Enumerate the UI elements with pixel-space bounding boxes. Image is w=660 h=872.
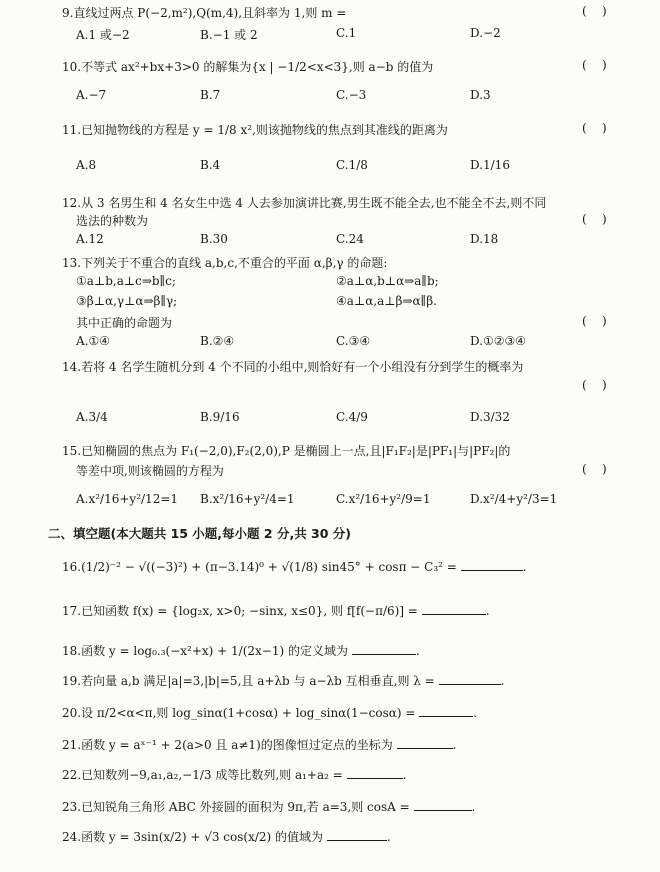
q14-option-b: B.9/16 (200, 410, 240, 424)
q15-option-c: C.x²/16+y²/9=1 (336, 492, 431, 506)
question-13-stem: 13.下列关于不重合的直线 a,b,c,不重合的平面 α,β,γ 的命题: (62, 256, 388, 270)
answer-blank-20[interactable] (419, 704, 473, 717)
q23-end: . (471, 800, 476, 814)
answer-paren-10: ( ) (582, 58, 607, 72)
q15-option-b: B.x²/16+y²/4=1 (200, 492, 295, 506)
q13-proposition-2: ②a⊥α,b⊥α⇒a∥b; (336, 274, 439, 288)
question-17-text: 17.已知函数 f(x) = {log₂x, x>0; −sinx, x≤0}, 则 f[f(−π/6)] = (62, 604, 418, 618)
question-14-stem: 14.若将 4 名学生随机分到 4 个不同的小组中,则恰好有一个小组没有分到学生的概率为 (62, 360, 524, 374)
question-12-line2: 选法的种数为 (76, 214, 149, 228)
q13-proposition-1: ①a⊥b,a⊥c⇒b∥c; (76, 274, 176, 288)
question-12 (62, 194, 622, 211)
question-15-line2: 等差中项,则该椭圆的方程为 (76, 464, 224, 478)
answer-blank-18[interactable] (352, 642, 416, 655)
question-21 (62, 736, 622, 753)
q10-option-c: C.−3 (336, 88, 367, 102)
q11-option-a: A.8 (76, 158, 97, 172)
answer-paren-13: ( ) (582, 314, 607, 328)
q13-option-a: A.①④ (76, 334, 110, 348)
q13-option-b: B.②④ (200, 334, 235, 348)
question-16-text: 16.(1/2)⁻² − √((−3)²) + (π−3.14)⁰ + √(1/8) sin45° + cosπ − C₃² = (62, 560, 457, 574)
question-18 (62, 642, 622, 659)
answer-blank-23[interactable] (414, 798, 472, 811)
answer-blank-24[interactable] (327, 828, 387, 841)
q11-option-b: B.4 (200, 158, 221, 172)
question-21-text: 21.函数 y = aˣ⁻¹ + 2(a>0 且 a≠1)的图像恒过定点的坐标为 (62, 738, 393, 752)
question-14 (62, 358, 622, 375)
question-12-stem: 12.从 3 名男生和 4 名女生中选 4 人去参加演讲比赛,男生既不能全去,也不能全不去,则不同 (62, 196, 547, 210)
question-19 (62, 672, 622, 689)
q9-option-d: D.−2 (470, 26, 501, 40)
question-9 (62, 4, 622, 21)
answer-blank-17[interactable] (422, 602, 486, 615)
question-11 (62, 121, 622, 138)
question-10-stem: 10.不等式 ax²+bx+3>0 的解集为{x | −1/2<x<3},则 a−b 的值为 (62, 60, 434, 74)
q11-option-c: C.1/8 (336, 158, 368, 172)
question-17 (62, 602, 622, 619)
question-24-text: 24.函数 y = 3sin(x/2) + √3 cos(x/2) 的值域为 (62, 830, 324, 844)
q10-option-b: B.7 (200, 88, 221, 102)
answer-blank-22[interactable] (347, 766, 403, 779)
q12-option-b: B.30 (200, 232, 228, 246)
q10-option-a: A.−7 (76, 88, 107, 102)
question-15-stem: 15.已知椭圆的焦点为 F₁(−2,0),F₂(2,0),P 是椭圆上一点,且|F₁F₂|是|PF₁|与|PF₂|的 (62, 444, 511, 458)
q13-proposition-3: ③β⊥α,γ⊥α⇒β∥γ; (76, 294, 178, 308)
q15-option-d: D.x²/4+y²/3=1 (470, 492, 558, 506)
q24-end: . (386, 830, 391, 844)
q9-option-b: B.−1 或 2 (200, 28, 258, 42)
section-heading-fill-in: 二、填空题(本大题共 15 小题,每小题 2 分,共 30 分) (48, 526, 352, 541)
answer-paren-9: ( ) (582, 4, 607, 18)
question-22 (62, 766, 622, 783)
question-24 (62, 828, 622, 845)
q14-option-a: A.3/4 (76, 410, 108, 424)
answer-paren-14: ( ) (582, 378, 607, 392)
q16-end: . (522, 560, 527, 574)
q13-proposition-4: ④a⊥α,a⊥β⇒α∥β. (336, 294, 437, 308)
answer-paren-15: ( ) (582, 462, 607, 476)
q13-option-c: C.③④ (336, 334, 371, 348)
answer-blank-21[interactable] (397, 736, 453, 749)
question-20 (62, 704, 622, 721)
q11-option-d: D.1/16 (470, 158, 510, 172)
question-23 (62, 798, 622, 815)
question-10 (62, 58, 622, 75)
q12-option-c: C.24 (336, 232, 364, 246)
q19-end: . (500, 674, 505, 688)
q15-option-a: A.x²/16+y²/12=1 (76, 492, 179, 506)
q9-option-a: A.1 或−2 (76, 28, 130, 42)
question-22-text: 22.已知数列−9,a₁,a₂,−1/3 成等比数列,则 a₁+a₂ = (62, 768, 343, 782)
q10-option-d: D.3 (470, 88, 491, 102)
question-9-stem: 9.直线过两点 P(−2,m²),Q(m,4),且斜率为 1,则 m = (62, 6, 347, 20)
question-19-text: 19.若向量 a,b 满足|a|=3,|b|=5,且 a+λb 与 a−λb 互相垂直,则 λ = (62, 674, 435, 688)
q13-option-d: D.①②③④ (470, 334, 527, 348)
answer-paren-12: ( ) (582, 212, 607, 226)
question-16 (62, 558, 622, 574)
question-15 (62, 442, 622, 459)
q14-option-d: D.3/32 (470, 410, 510, 424)
q12-option-d: D.18 (470, 232, 499, 246)
q14-option-c: C.4/9 (336, 410, 368, 424)
q12-option-a: A.12 (76, 232, 104, 246)
q9-option-c: C.1 (336, 26, 357, 40)
q22-end: . (402, 768, 407, 782)
q21-end: . (452, 738, 457, 752)
q18-end: . (415, 644, 420, 658)
question-23-text: 23.已知锐角三角形 ABC 外接圆的面积为 9π,若 a=3,则 cosA = (62, 800, 410, 814)
question-20-text: 20.设 π/2<α<π,则 log_sinα(1+cosα) + log_sinα(1−cosα) = (62, 706, 416, 720)
answer-blank-16[interactable] (461, 558, 523, 571)
answer-paren-11: ( ) (582, 121, 607, 135)
question-13 (62, 254, 622, 271)
q17-end: . (485, 604, 490, 618)
question-13-line2: 其中正确的命题为 (76, 316, 173, 330)
answer-blank-19[interactable] (439, 672, 501, 685)
question-11-stem: 11.已知抛物线的方程是 y = 1/8 x²,则该抛物线的焦点到其准线的距离为 (62, 123, 448, 137)
q20-end: . (473, 706, 478, 720)
question-18-text: 18.函数 y = log₀.₃(−x²+x) + 1/(2x−1) 的定义域为 (62, 644, 348, 658)
